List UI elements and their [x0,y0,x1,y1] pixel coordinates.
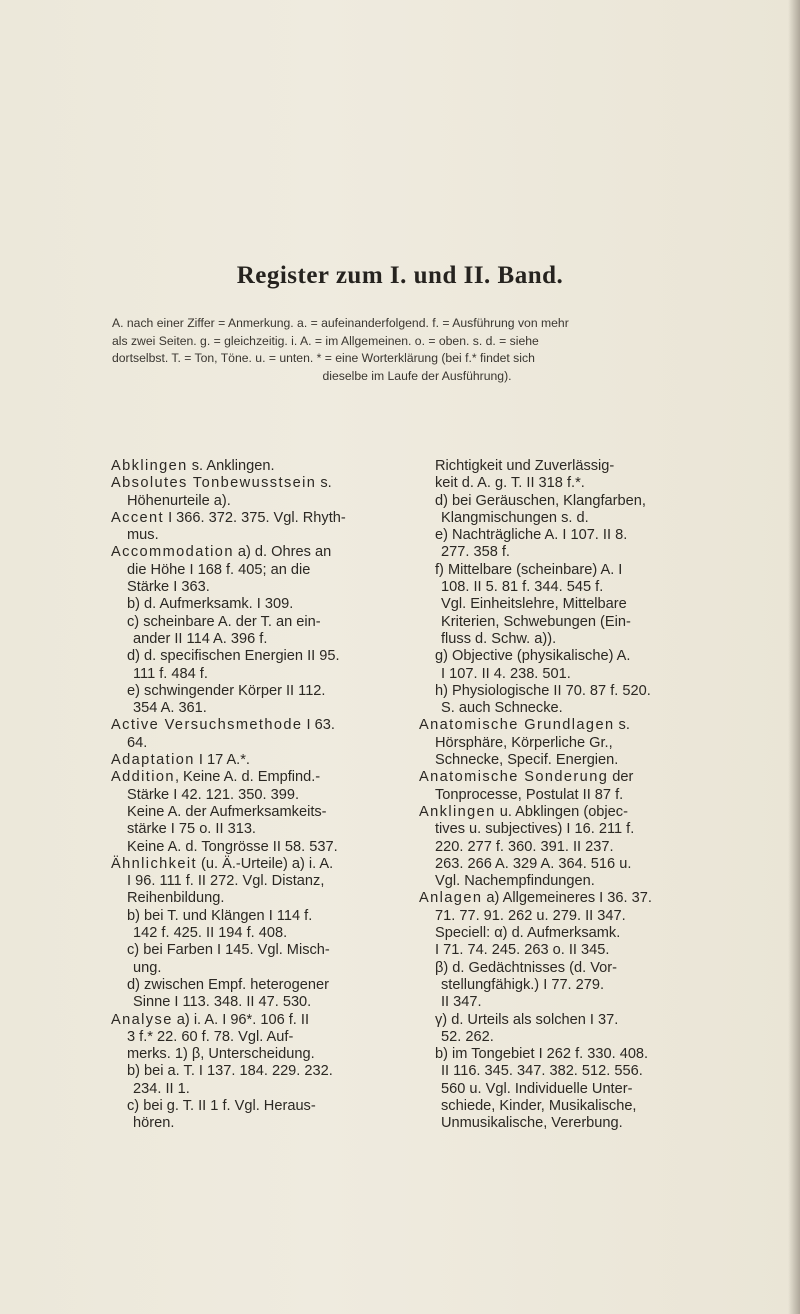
index-entry-line [419,493,729,510]
index-entry-text: s. [316,475,332,492]
index-entry-line [419,700,729,717]
index-entry-text: γ) d. Urteils als solchen I 37. [435,1011,619,1028]
index-entry-line [111,700,411,717]
index-entry-line [419,1029,729,1046]
index-entry-line [419,787,729,804]
index-entry-line [419,631,729,648]
index-entry-text: Klangmischungen s. d. [441,509,589,526]
index-entry-line [419,510,729,527]
index-entry-line [111,735,411,752]
index-entry-text: keit d. A. g. T. II 318 f.*. [435,475,585,492]
index-entry-text: s. Anklingen. [187,458,275,474]
index-headword: Anatomische Grundlagen [419,717,615,734]
index-entry-line [111,562,411,579]
index-entry-line [419,527,729,544]
index-headword: Accommodation [111,544,234,561]
index-entry-line [419,683,729,700]
abbreviation-line: A. nach einer Ziffer = Anmerkung. a. = aufeinanderfolgend. f. = Ausführung von mehr [112,316,569,330]
index-entry-line [111,1063,411,1080]
index-entry-line [419,1046,729,1063]
index-entry-head-line [111,544,411,561]
index-entry-text: h) Physiologische II 70. 87 f. 520. [435,682,651,699]
index-headword: Adaptation [111,752,195,769]
index-entry-text: Vgl. Nachempfindungen. [435,873,595,890]
index-headword: Analyse [111,1011,173,1028]
index-entry-text: II 347. [441,994,482,1011]
index-entry-head-line [111,769,411,786]
index-headword: Ähnlichkeit [111,855,197,872]
page-title: Register zum I. und II. Band. [236,262,564,289]
index-entry-line [111,596,411,613]
index-entry-text: II 116. 345. 347. 382. 512. 556. [441,1063,643,1080]
index-entry-line [419,475,729,492]
index-entry-head-line [111,510,411,527]
index-entry-text: hören. [133,1115,175,1132]
index-entry-text: tives u. subjectives) I 16. 211 f. [435,821,635,838]
index-entry-text: ander II 114 A. 396 f. [133,630,268,647]
index-entry-text: merks. 1) β, Unterscheidung. [127,1046,315,1063]
index-entry-text: b) bei T. und Klängen I 114 f. [127,907,313,924]
page-edge-shadow [788,0,800,1314]
index-entry-line [111,527,411,544]
index-entry-line [111,821,411,838]
index-entry-text: mus. [127,527,159,544]
index-entry-head-line [111,475,411,492]
index-entry-text: g) Objective (physikalische) A. [435,648,631,665]
abbreviation-line: als zwei Seiten. g. = gleichzeitig. i. A. = im Allgemeinen. o. = oben. s. d. = siehe [112,333,539,348]
index-entry-text: fluss d. Schw. a)). [441,630,557,647]
index-entry-text: I 107. II 4. 238. 501. [441,665,571,682]
index-entry-text: stellungfähigk.) I 77. 279. [441,976,605,993]
index-entry-text: b) bei a. T. I 137. 184. 229. 232. [127,1063,333,1080]
index-entry-text: stärke I 75 o. II 313. [127,821,256,838]
index-entry-text: b) im Tongebiet I 262 f. 330. 408. [435,1046,649,1063]
index-entry-text: a) i. A. I 96*. 106 f. II [172,1011,310,1028]
index-entry-line [419,648,729,665]
abbreviation-line: dieselbe im Laufe der Ausführung). [322,368,512,383]
index-entry-text: d) bei Geräuschen, Klangfarben, [435,492,646,509]
index-entry-text: a) d. Ohres an [233,544,332,561]
index-entry-text: b) d. Aufmerksamk. I 309. [127,596,294,613]
index-entry-text: Speciell: α) d. Aufmerksamk. [435,925,621,942]
index-entry-text: Tonprocesse, Postulat II 87 f. [435,786,624,803]
index-entry-line [419,1098,729,1115]
index-entry-head-line [111,1012,411,1029]
index-entry-head-line [419,804,729,821]
index-entry-text: Unmusikalische, Vererbung. [441,1115,623,1132]
index-entry-line [419,544,729,561]
index-entry-head-line [111,856,411,873]
index-entry-text: Reihenbildung. [127,890,225,907]
index-entry-text: Hörsphäre, Körperliche Gr., [435,734,613,751]
index-entry-text: Keine A. der Aufmerksamkeits- [127,803,327,820]
index-entry-text: , Keine A. d. Empfind.- [174,769,321,786]
index-entry-line [111,631,411,648]
index-entry-line [111,1098,411,1115]
index-column-left [111,458,411,1133]
index-entry-text: d) zwischen Empf. heterogener [127,976,329,993]
index-entry-head-line [111,458,411,475]
index-entry-text: S. auch Schnecke. [441,700,563,717]
index-entry-line [419,1081,729,1098]
index-entry-line [419,994,729,1011]
index-entry-text: Richtigkeit und Zuverlässig- [435,458,615,474]
index-entry-text: Vgl. Einheitslehre, Mittelbare [441,596,627,613]
index-headword: Abklingen [111,458,188,474]
index-entry-line [111,614,411,631]
index-entry-line [419,925,729,942]
index-entry-text: Sinne I 113. 348. II 47. 530. [133,994,312,1011]
abbreviations-legend [112,315,722,385]
index-entry-line [419,960,729,977]
index-entry-text: I 63. [302,717,335,734]
index-entry-head-line [111,752,411,769]
index-entry-line [419,752,729,769]
index-entry-line [419,579,729,596]
index-headword: Anlagen [419,890,483,907]
index-entry-line [419,596,729,613]
index-entry-line [111,493,411,510]
index-entry-text: e) schwingender Körper II 112. [127,682,326,699]
index-entry-text: Höhenurteile a). [127,492,231,509]
index-entry-text: 142 f. 425. II 194 f. 408. [133,925,288,942]
index-entry-text: schiede, Kinder, Musikalische, [441,1097,637,1114]
index-entry-line [111,977,411,994]
index-entry-head-line [111,717,411,734]
index-entry-text: 560 u. Vgl. Individuelle Unter- [441,1080,633,1097]
index-headword: Addition [111,769,175,786]
index-entry-text: die Höhe I 168 f. 405; an die [127,561,311,578]
index-entry-line [419,666,729,683]
index-entry-text: I 71. 74. 245. 263 o. II 345. [435,942,610,959]
index-entry-text: Kriterien, Schwebungen (Ein- [441,613,631,630]
index-entry-text: c) scheinbare A. der T. an ein- [127,613,321,630]
index-entry-text: d) d. specifischen Energien II 95. [127,648,340,665]
index-entry-text: Stärke I 363. [127,579,210,596]
index-entry-text: 3 f.* 22. 60 f. 78. Vgl. Auf- [127,1028,294,1045]
abbreviation-line: dortselbst. T. = Ton, Töne. u. = unten. * = eine Worterklärung (bei f.* findet sich [112,351,535,365]
index-entry-line [111,787,411,804]
index-entry-head-line [419,769,729,786]
index-entry-line [111,942,411,959]
index-headword: Accent [111,509,165,526]
index-entry-head-line [419,890,729,907]
index-entry-line [111,994,411,1011]
index-headword: Absolutes Tonbewusstsein [111,475,317,492]
index-entry-line [111,579,411,596]
index-entry-line [419,614,729,631]
index-entry-line [419,977,729,994]
index-entry-text: I 366. 372. 375. Vgl. Rhyth- [164,509,346,526]
index-entry-text: 108. II 5. 81 f. 344. 545 f. [441,579,604,596]
index-entry-text: e) Nachträgliche A. I 107. II 8. [435,527,628,544]
index-entry-line [419,873,729,890]
index-entry-line [419,1063,729,1080]
index-entry-line [419,821,729,838]
index-entry-text: 263. 266 A. 329 A. 364. 516 u. [435,855,632,872]
index-entry-line [419,942,729,959]
index-entry-text: I 17 A.*. [194,752,250,769]
index-entry-line [111,908,411,925]
index-entry-line [419,1012,729,1029]
index-entry-text: 277. 358 f. [441,544,510,561]
index-entry-text: s. [614,717,630,734]
index-headword: Anklingen [419,803,496,820]
index-entry-text: β) d. Gedächtnisses (d. Vor- [435,959,617,976]
index-entry-text: (u. Ä.-Urteile) a) i. A. [196,855,334,872]
index-entry-text: 234. II 1. [133,1080,190,1097]
index-entry-line [111,666,411,683]
index-entry-head-line [419,717,729,734]
index-entry-text: 220. 277 f. 360. 391. II 237. [435,838,614,855]
index-entry-line [111,804,411,821]
index-entry-text: f) Mittelbare (scheinbare) A. I [435,561,623,578]
index-entry-text: 64. [127,734,148,751]
index-entry-line [419,839,729,856]
index-entry-text: Keine A. d. Tongrösse II 58. 537. [127,838,338,855]
index-headword: Anatomische Sonderung [419,769,609,786]
index-entry-text: u. Abklingen (objec- [495,803,628,820]
index-entry-text: ung. [133,959,162,976]
index-entry-line [111,1029,411,1046]
index-entry-text: a) Allgemeineres I 36. 37. [482,890,652,907]
index-column-right [419,458,729,1133]
index-entry-text: der [608,769,634,786]
index-entry-text: c) bei g. T. II 1 f. Vgl. Heraus- [127,1097,316,1114]
index-entry-text: 71. 77. 91. 262 u. 279. II 347. [435,907,626,924]
index-headword: Active Versuchsmethode [111,717,303,734]
index-entry-line [111,839,411,856]
index-entry-line [111,890,411,907]
index-entry-text: 52. 262. [441,1028,494,1045]
index-entry-line [111,873,411,890]
index-entry-text: 111 f. 484 f. [133,665,208,682]
index-entry-text: 354 A. 361. [133,700,207,717]
index-entry-text: Schnecke, Specif. Energien. [435,752,619,769]
index-entry-line [419,856,729,873]
index-entry-line [111,1115,411,1132]
index-entry-text: Stärke I 42. 121. 350. 399. [127,786,300,803]
index-entry-line [419,908,729,925]
index-entry-line [111,648,411,665]
index-entry-line [419,735,729,752]
index-entry-text: I 96. 111 f. II 272. Vgl. Distanz, [127,873,325,890]
index-entry-text: c) bei Farben I 145. Vgl. Misch- [127,942,330,959]
index-entry-line [419,1115,729,1132]
index-entry-line [111,925,411,942]
index-entry-line [419,562,729,579]
index-entry-line [111,960,411,977]
index-entry-line [111,1081,411,1098]
index-entry-line [111,1046,411,1063]
index-entry-line [111,683,411,700]
index-entry-line [419,458,729,475]
